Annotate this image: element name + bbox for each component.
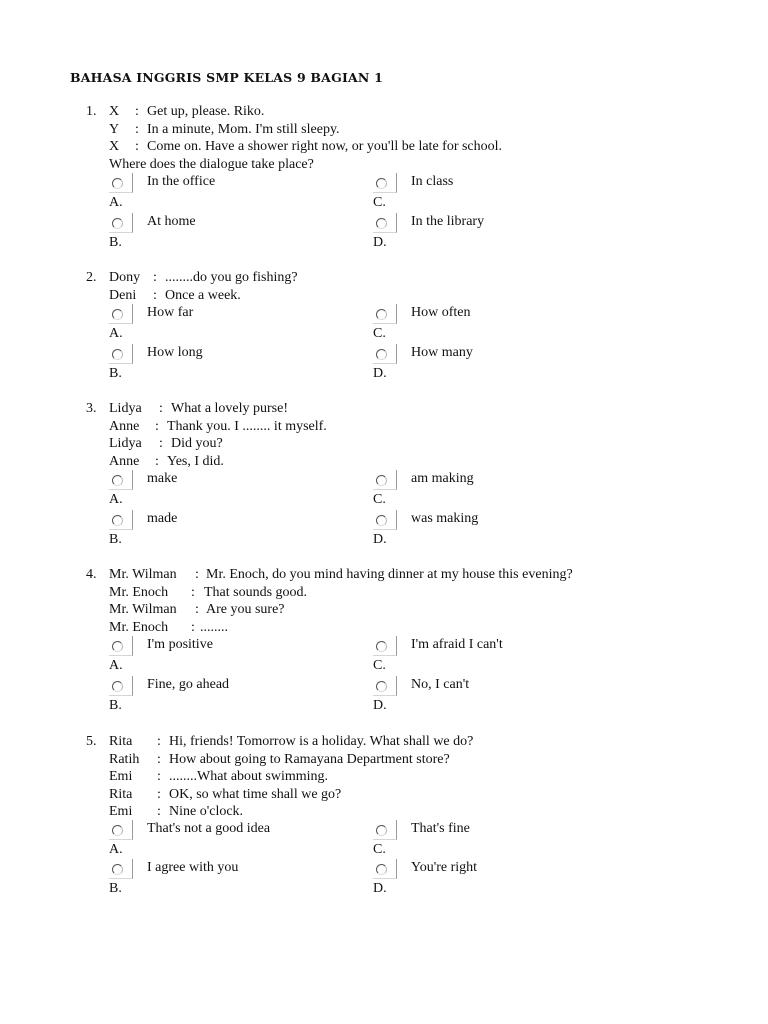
option-letter: C. [373, 195, 386, 210]
speaker: Mr. Wilman [109, 567, 177, 582]
colon: : [195, 567, 199, 582]
option-text: How many [411, 345, 473, 360]
line-text: OK, so what time shall we go? [169, 786, 342, 802]
question-2 [0, 269, 768, 419]
line-text: Get up, please. Riko. [147, 104, 265, 119]
speaker: Rita [109, 786, 133, 802]
speaker: Mr. Enoch [109, 619, 169, 635]
radio-icon[interactable] [109, 859, 133, 879]
radio-icon[interactable] [109, 344, 133, 364]
question-number: 4. [86, 567, 97, 582]
option-letter: A. [109, 842, 123, 857]
speaker: X [109, 139, 120, 154]
line-text: Did you? [171, 436, 223, 451]
option-b[interactable] [109, 510, 359, 550]
colon: : [157, 751, 161, 767]
speaker: Rita [109, 734, 133, 749]
option-d[interactable] [373, 859, 623, 899]
option-text: How long [147, 345, 203, 360]
option-a[interactable] [109, 173, 359, 213]
option-text: How far [147, 305, 194, 320]
line-text: Yes, I did. [167, 453, 224, 469]
option-text: Fine, go ahead [147, 677, 230, 692]
colon: : [157, 786, 161, 802]
radio-icon[interactable] [373, 820, 397, 840]
option-letter: C. [373, 842, 386, 857]
question-number: 2. [86, 270, 97, 285]
line-text: Hi, friends! Tomorrow is a holiday. What shall we do? [169, 734, 474, 749]
option-b[interactable] [109, 213, 359, 253]
line-text: Mr. Enoch, do you mind having dinner at my house this evening? [206, 567, 573, 582]
option-text: In the office [147, 174, 216, 189]
speaker: Anne [109, 418, 140, 434]
question-number: 5. [86, 734, 97, 749]
radio-icon[interactable] [109, 510, 133, 530]
document-title: BAHASA INGGRIS SMP KELAS 9 BAGIAN 1 [70, 70, 383, 85]
option-d[interactable] [373, 344, 623, 384]
speaker: Emi [109, 804, 133, 819]
question-5 [0, 733, 768, 896]
question-number: 3. [86, 401, 97, 416]
option-text: At home [147, 214, 196, 229]
speaker: Mr. Wilman [109, 602, 177, 617]
option-b[interactable] [109, 859, 359, 899]
option-text: No, I can't [411, 677, 470, 692]
option-text: You're right [411, 860, 478, 875]
option-c[interactable] [373, 304, 623, 344]
option-letter: D. [373, 235, 387, 250]
option-text: I agree with you [147, 860, 239, 875]
radio-icon[interactable] [109, 304, 133, 324]
line-text: Nine o'clock. [169, 804, 244, 819]
colon: : [135, 104, 139, 119]
line-text: ........do you go fishing? [165, 270, 298, 285]
option-c[interactable] [373, 820, 623, 860]
question-1 [0, 103, 768, 253]
colon: : [159, 436, 163, 451]
option-letter: D. [373, 698, 387, 713]
option-a[interactable] [109, 636, 359, 676]
radio-icon[interactable] [373, 470, 397, 490]
option-letter: A. [109, 195, 123, 210]
option-b[interactable] [109, 344, 359, 384]
radio-icon[interactable] [109, 820, 133, 840]
radio-icon[interactable] [373, 676, 397, 696]
radio-icon[interactable] [373, 510, 397, 530]
speaker: Lidya [109, 436, 142, 451]
radio-icon[interactable] [373, 636, 397, 656]
option-letter: C. [373, 326, 386, 341]
option-a[interactable] [109, 820, 359, 860]
line-text: Are you sure? [206, 602, 285, 617]
option-letter: B. [109, 881, 122, 896]
colon: : [195, 602, 199, 617]
speaker: Anne [109, 453, 140, 469]
colon: : [191, 584, 195, 600]
option-letter: A. [109, 658, 123, 673]
colon: : [157, 734, 161, 749]
speaker: Ratih [109, 751, 140, 767]
option-d[interactable] [373, 510, 623, 550]
speaker: Mr. Enoch [109, 584, 169, 600]
option-text: In the library [411, 214, 485, 229]
option-d[interactable] [373, 213, 623, 253]
question-3 [0, 400, 768, 550]
line-text: Thank you. I ........ it myself. [167, 418, 327, 434]
colon: : [155, 418, 159, 434]
option-c[interactable] [373, 470, 623, 510]
radio-icon[interactable] [109, 470, 133, 490]
line-text: ........ [200, 619, 228, 635]
colon: : [191, 619, 195, 635]
speaker: Deni [109, 287, 137, 303]
line-text: Once a week. [165, 287, 241, 303]
option-d[interactable] [373, 676, 623, 716]
option-text: That's not a good idea [147, 821, 271, 836]
option-letter: D. [373, 881, 387, 896]
option-a[interactable] [109, 304, 359, 344]
radio-icon[interactable] [109, 213, 133, 233]
colon: : [159, 401, 163, 416]
option-letter: C. [373, 658, 386, 673]
line-text: In a minute, Mom. I'm still sleepy. [147, 121, 340, 137]
radio-icon[interactable] [373, 859, 397, 879]
colon: : [157, 804, 161, 819]
colon: : [155, 453, 159, 469]
option-c[interactable] [373, 173, 623, 213]
colon: : [153, 270, 157, 285]
question-4 [0, 566, 768, 716]
option-text: I'm positive [147, 637, 213, 652]
radio-icon[interactable] [109, 676, 133, 696]
speaker: X [109, 104, 120, 119]
prompt-text: Where does the dialogue take place? [109, 156, 314, 172]
option-letter: C. [373, 492, 386, 507]
option-letter: D. [373, 532, 387, 547]
option-b[interactable] [109, 676, 359, 716]
line-text: What a lovely purse! [171, 401, 289, 416]
speaker: Lidya [109, 401, 142, 416]
option-c[interactable] [373, 636, 623, 676]
radio-icon[interactable] [373, 344, 397, 364]
radio-icon[interactable] [373, 173, 397, 193]
option-letter: A. [109, 326, 123, 341]
option-text: am making [411, 471, 474, 486]
option-letter: A. [109, 492, 123, 507]
option-letter: B. [109, 532, 122, 547]
radio-icon[interactable] [109, 636, 133, 656]
radio-icon[interactable] [373, 304, 397, 324]
radio-icon[interactable] [109, 173, 133, 193]
option-text: was making [411, 511, 479, 526]
option-letter: B. [109, 698, 122, 713]
question-number: 1. [86, 104, 97, 119]
speaker: Y [109, 121, 120, 137]
colon: : [153, 287, 157, 303]
radio-icon[interactable] [373, 213, 397, 233]
option-text: How often [411, 305, 471, 320]
speaker: Emi [109, 769, 133, 784]
colon: : [135, 121, 139, 137]
option-letter: D. [373, 366, 387, 381]
option-text: I'm afraid I can't [411, 637, 503, 652]
line-text: Come on. Have a shower right now, or you'll be late for school. [147, 139, 503, 154]
speaker: Dony [109, 270, 141, 285]
option-text: make [147, 471, 178, 486]
option-text: That's fine [411, 821, 470, 836]
option-letter: B. [109, 235, 122, 250]
colon: : [135, 139, 139, 154]
option-letter: B. [109, 366, 122, 381]
line-text: That sounds good. [204, 584, 308, 600]
option-a[interactable] [109, 470, 359, 510]
line-text: How about going to Ramayana Department store? [169, 751, 450, 767]
colon: : [157, 769, 161, 784]
option-text: In class [411, 174, 454, 189]
option-text: made [147, 511, 178, 526]
line-text: ........What about swimming. [169, 769, 329, 784]
